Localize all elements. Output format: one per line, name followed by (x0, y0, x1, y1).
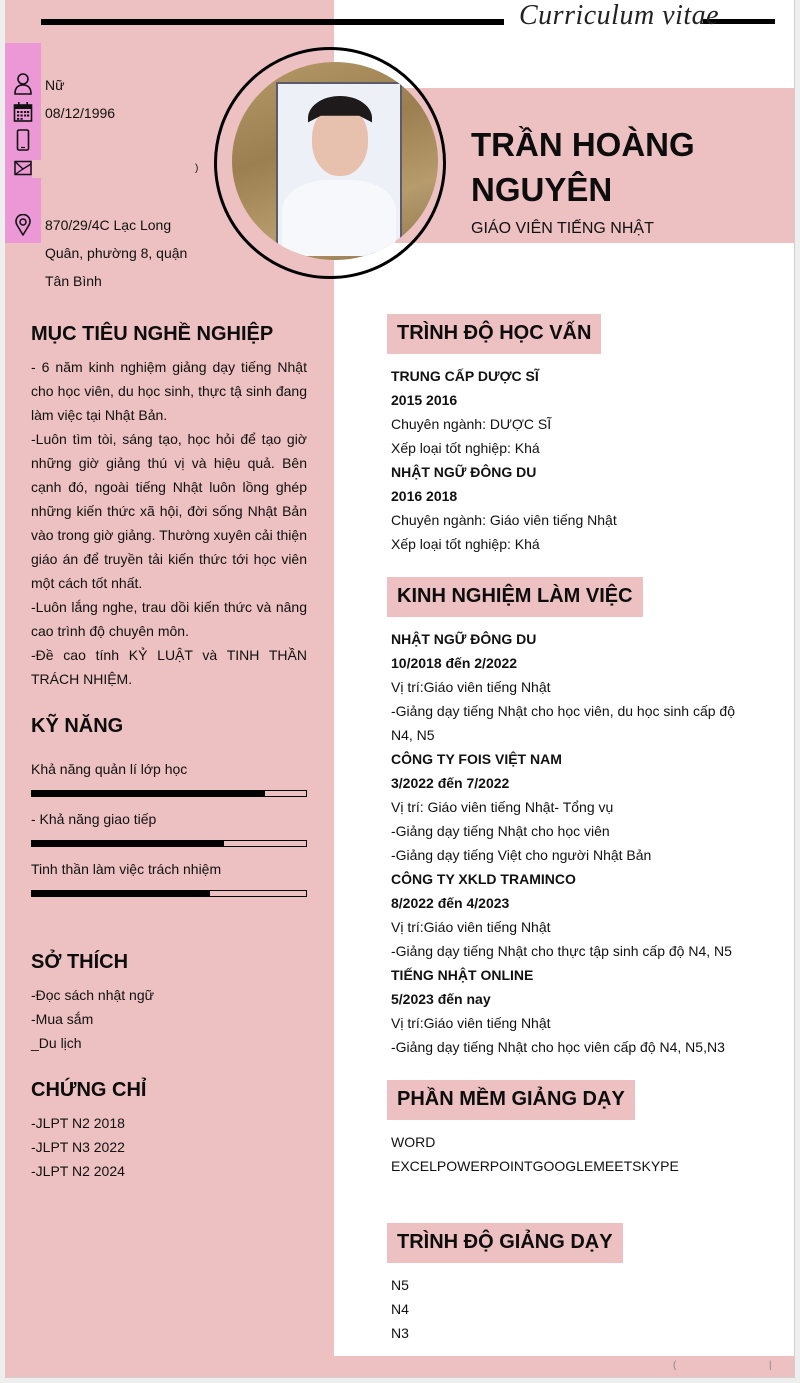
experience-period: 3/2022 đến 7/2022 (391, 775, 510, 791)
education-period: 2015 2016 (391, 392, 458, 408)
teaching-level-item: N4 (391, 1301, 409, 1317)
skill-label: - Khả năng giao tiếp (31, 811, 157, 827)
experience-company: CÔNG TY FOIS VIỆT NAM (391, 751, 562, 767)
photo-shirt (282, 180, 396, 256)
phone-icon (12, 129, 34, 151)
email-text: ) (195, 163, 199, 174)
certificate-item: -JLPT N2 2024 (31, 1163, 125, 1179)
email-icon (12, 157, 34, 179)
calendar-icon (12, 101, 34, 123)
experience-duty: -Giảng dạy tiếng Nhật cho học viên (391, 823, 610, 839)
photo-face (312, 106, 368, 176)
teaching-level-item: N3 (391, 1325, 409, 1341)
location-icon (12, 214, 34, 236)
skill-bar-fill (32, 891, 210, 896)
objective-text (31, 355, 307, 691)
skill-bar (31, 890, 307, 897)
software-line: EXCELPOWERPOINTGOOGLEMEETSKYPE (391, 1158, 679, 1174)
birthday-text: 08/12/1996 (45, 105, 116, 121)
experience-company: CÔNG TY XKLD TRAMINCO (391, 871, 576, 887)
objective-paragraph: -Luôn tìm tòi, sáng tạo, học hỏi để tạo giờ những giờ giảng thú vị và hiệu quả. Bên cạnh đó, ngoài tiếng Nhật luôn lồng ghép những kiến thức xã hội, đời sống Nhật Bản vào trong giờ giảng. Thường xuyên cải thiện giáo án để truyền tải kiến thức tới học viên một cách tốt nhất. (31, 431, 307, 591)
skill-bar-fill (32, 841, 224, 846)
skill-label: Khả năng quản lí lớp học (31, 761, 188, 777)
experience-duty: -Giảng dạy tiếng Nhật cho học viên, du học sinh cấp độ (391, 703, 735, 719)
address-line-2: Quân, phường 8, quận (45, 245, 188, 261)
experience-position: Vị trí:Giáo viên tiếng Nhật (391, 1015, 551, 1031)
education-major: Chuyên ngành: Giáo viên tiếng Nhật (391, 512, 617, 528)
experience-period: 8/2022 đến 4/2023 (391, 895, 510, 911)
skill-bar (31, 840, 307, 847)
experience-duty: -Giảng dạy tiếng Nhật cho thực tập sinh cấp độ N4, N5 (391, 943, 732, 959)
name-line-1: TRẦN HOÀNG (471, 126, 695, 163)
experience-position: Vị trí: Giáo viên tiếng Nhật- Tổng vụ (391, 799, 614, 815)
hobby-item: -Mua sắm (31, 1011, 94, 1027)
user-icon (12, 73, 34, 95)
software-line: WORD (391, 1134, 436, 1150)
experience-duty: -Giảng dạy tiếng Nhật cho học viên cấp độ N4, N5,N3 (391, 1039, 725, 1055)
address-line-3: Tân Bình (45, 273, 102, 289)
experience-position: Vị trí:Giáo viên tiếng Nhật (391, 679, 551, 695)
skill-label: Tinh thần làm việc trách nhiệm (31, 861, 222, 877)
skill-bar-fill (32, 791, 265, 796)
experience-duty: N4, N5 (391, 727, 435, 743)
experience-company: TIẾNG NHẬT ONLINE (391, 967, 534, 983)
id-photo-card (276, 82, 402, 254)
full-name (471, 122, 695, 212)
objective-paragraph: -Luôn lắng nghe, trau dồi kiến thức và nâng cao trình độ chuyên môn. (31, 599, 307, 639)
education-period: 2016 2018 (391, 488, 458, 504)
hobbies-title: SỞ THÍCH (31, 951, 129, 973)
education-title: TRÌNH ĐỘ HỌC VẤN (387, 314, 601, 354)
certificate-item: -JLPT N3 2022 (31, 1139, 125, 1155)
teaching-level-item: N5 (391, 1277, 409, 1293)
education-school: TRUNG CẤP DƯỢC SĨ (391, 368, 539, 384)
experience-period: 5/2023 đến nay (391, 991, 491, 1007)
footer-mark: | (769, 1360, 772, 1371)
objective-title: MỤC TIÊU NGHỀ NGHIỆP (31, 323, 274, 345)
education-school: NHẬT NGỮ ĐÔNG DU (391, 464, 537, 480)
address-line-1: 870/29/4C Lạc Long (45, 217, 172, 233)
objective-paragraph: - 6 năm kinh nghiệm giảng dạy tiếng Nhật cho học viên, du học sinh, thực tậ sinh đang làm việc tại Nhật Bản. (31, 359, 307, 423)
experience-title: KINH NGHIỆM LÀM VIỆC (387, 577, 643, 617)
education-major: Chuyên ngành: DƯỢC SĨ (391, 416, 552, 432)
certificate-item: -JLPT N2 2018 (31, 1115, 125, 1131)
experience-period: 10/2018 đến 2/2022 (391, 655, 518, 671)
job-title: GIÁO VIÊN TIẾNG NHẬT (471, 220, 654, 237)
hobby-item: _Du lịch (31, 1035, 82, 1051)
experience-duty: -Giảng dạy tiếng Việt cho người Nhật Bản (391, 847, 652, 863)
header-rule-left (41, 19, 504, 25)
skill-bar (31, 790, 307, 797)
objective-paragraph: -Đề cao tính KỶ LUẬT và TINH THẦN TRÁCH NHIỆM. (31, 647, 307, 687)
cv-page (5, 0, 795, 1378)
experience-company: NHẬT NGỮ ĐÔNG DU (391, 631, 537, 647)
experience-position: Vị trí:Giáo viên tiếng Nhật (391, 919, 551, 935)
skills-title: KỸ NĂNG (31, 715, 124, 737)
software-title: PHẦN MỀM GIẢNG DẠY (387, 1080, 635, 1120)
education-grade: Xếp loại tốt nghiệp: Khá (391, 440, 540, 456)
document-title: Curriculum vitae (519, 0, 720, 31)
bottom-strip (5, 1356, 795, 1378)
profile-photo (232, 62, 438, 260)
gender-text: Nữ (45, 77, 65, 93)
footer-mark: ( (673, 1360, 677, 1371)
teaching-level-title: TRÌNH ĐỘ GIẢNG DẠY (387, 1223, 623, 1263)
certificates-title: CHỨNG CHỈ (31, 1079, 147, 1101)
education-grade: Xếp loại tốt nghiệp: Khá (391, 536, 540, 552)
hobby-item: -Đọc sách nhật ngữ (31, 987, 154, 1003)
name-line-2: NGUYÊN (471, 171, 613, 208)
